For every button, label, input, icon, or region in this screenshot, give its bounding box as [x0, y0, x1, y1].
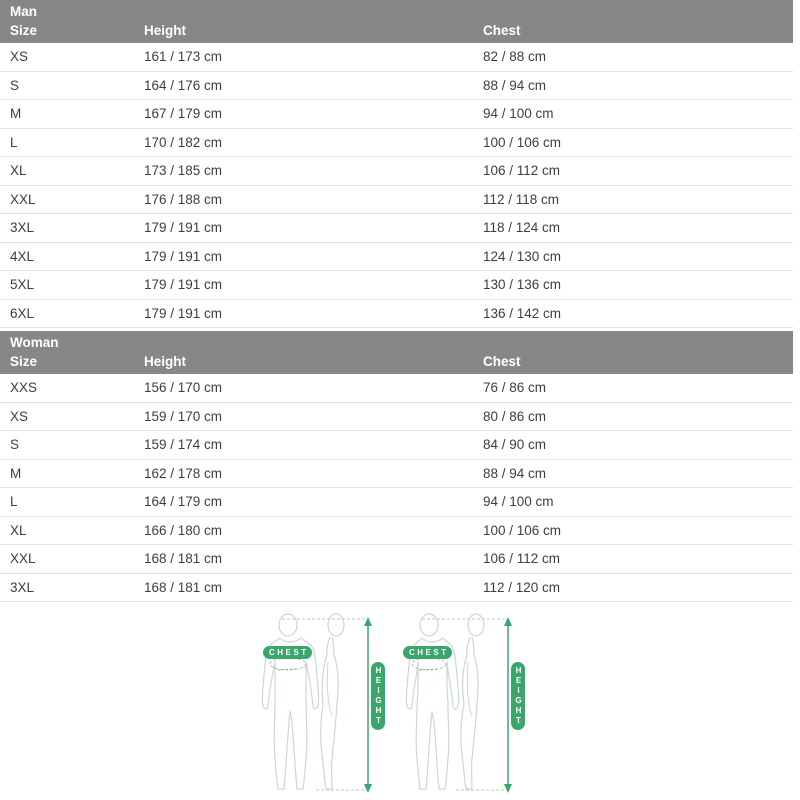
size-cell: XXL: [10, 551, 36, 567]
height-cell: 167 / 179 cm: [144, 106, 223, 122]
table-row: [0, 517, 793, 546]
chest-cell: 100 / 106 cm: [483, 134, 562, 150]
chest-cell: 94 / 100 cm: [483, 106, 554, 122]
size-cell: S: [10, 77, 20, 93]
table-row: [0, 43, 793, 72]
man-table-header: [0, 0, 793, 43]
table-row: [0, 460, 793, 489]
height-cell: 179 / 191 cm: [144, 220, 223, 236]
table-row: [0, 574, 793, 603]
size-cell: S: [10, 437, 20, 453]
size-cell: XXL: [10, 191, 36, 207]
chest-cell: 82 / 88 cm: [483, 49, 547, 65]
size-cell: M: [10, 465, 22, 481]
chest-cell: 124 / 130 cm: [483, 248, 562, 264]
woman-figure-group: [398, 610, 530, 800]
table-row: [0, 374, 793, 403]
size-cell: XS: [10, 49, 29, 65]
height-cell: 168 / 181 cm: [144, 579, 223, 595]
table-row: [0, 100, 793, 129]
table-row: [0, 488, 793, 517]
height-cell: 173 / 185 cm: [144, 163, 223, 179]
height-cell: 159 / 174 cm: [144, 437, 223, 453]
column-header-chest: Chest: [483, 354, 521, 369]
height-cell: 168 / 181 cm: [144, 551, 223, 567]
size-cell: 3XL: [10, 579, 35, 595]
chest-cell: 136 / 142 cm: [483, 305, 562, 321]
height-cell: 179 / 191 cm: [144, 277, 223, 293]
table-row: [0, 214, 793, 243]
height-cell: 179 / 191 cm: [144, 305, 223, 321]
height-cell: 170 / 182 cm: [144, 134, 223, 150]
chest-cell: 88 / 94 cm: [483, 77, 547, 93]
size-table-man: [0, 0, 793, 328]
chest-cell: 80 / 86 cm: [483, 408, 547, 424]
chest-cell: 88 / 94 cm: [483, 465, 547, 481]
chest-cell: 100 / 106 cm: [483, 522, 562, 538]
height-cell: 164 / 179 cm: [144, 494, 223, 510]
height-cell: 159 / 170 cm: [144, 408, 223, 424]
chest-cell: 118 / 124 cm: [483, 220, 561, 236]
table-row: [0, 243, 793, 272]
column-header-height: Height: [144, 354, 186, 369]
chest-label: CHEST: [263, 646, 312, 659]
size-cell: XL: [10, 522, 27, 538]
table-row: [0, 431, 793, 460]
table-row: [0, 300, 793, 329]
man-table-body: [0, 43, 793, 328]
size-cell: XL: [10, 163, 27, 179]
measurement-diagram: [0, 608, 800, 800]
chest-cell: 130 / 136 cm: [483, 277, 562, 293]
table-row: [0, 72, 793, 101]
size-cell: 6XL: [10, 305, 35, 321]
woman-table-body: [0, 374, 793, 602]
table-row: [0, 271, 793, 300]
chest-cell: 106 / 112 cm: [483, 163, 561, 179]
height-cell: 156 / 170 cm: [144, 380, 223, 396]
size-cell: 4XL: [10, 248, 35, 264]
table-row: [0, 186, 793, 215]
column-header-chest: Chest: [483, 23, 521, 38]
height-cell: 164 / 176 cm: [144, 77, 223, 93]
chest-cell: 84 / 90 cm: [483, 437, 547, 453]
chest-cell: 106 / 112 cm: [483, 551, 561, 567]
height-cell: 179 / 191 cm: [144, 248, 223, 264]
height-label: HEIGHT: [511, 662, 525, 730]
table-row: [0, 545, 793, 574]
height-cell: 161 / 173 cm: [144, 49, 223, 65]
section-title: Man: [10, 4, 37, 19]
column-header-height: Height: [144, 23, 186, 38]
figures-wrap: [258, 610, 530, 800]
height-cell: 162 / 178 cm: [144, 465, 223, 481]
column-header-row: [10, 21, 793, 40]
column-header-row: [10, 352, 793, 371]
section-title: Woman: [10, 335, 59, 350]
chest-label: CHEST: [403, 646, 452, 659]
height-cell: 166 / 180 cm: [144, 522, 223, 538]
size-cell: L: [10, 494, 18, 510]
size-table-woman: [0, 331, 793, 602]
table-row: [0, 403, 793, 432]
chest-cell: 112 / 120 cm: [483, 579, 561, 595]
size-cell: M: [10, 106, 22, 122]
table-row: [0, 129, 793, 158]
height-cell: 176 / 188 cm: [144, 191, 223, 207]
chest-cell: 94 / 100 cm: [483, 494, 554, 510]
chest-cell: 76 / 86 cm: [483, 380, 547, 396]
size-cell: L: [10, 134, 18, 150]
column-header-size: Size: [10, 354, 38, 369]
size-cell: 5XL: [10, 277, 35, 293]
woman-table-header: [0, 331, 793, 374]
table-row: [0, 157, 793, 186]
chest-cell: 112 / 118 cm: [483, 191, 560, 207]
size-cell: XS: [10, 408, 29, 424]
height-label: HEIGHT: [371, 662, 385, 730]
man-figure-group: [258, 610, 390, 800]
size-cell: 3XL: [10, 220, 35, 236]
column-header-size: Size: [10, 23, 38, 38]
size-cell: XXS: [10, 380, 38, 396]
